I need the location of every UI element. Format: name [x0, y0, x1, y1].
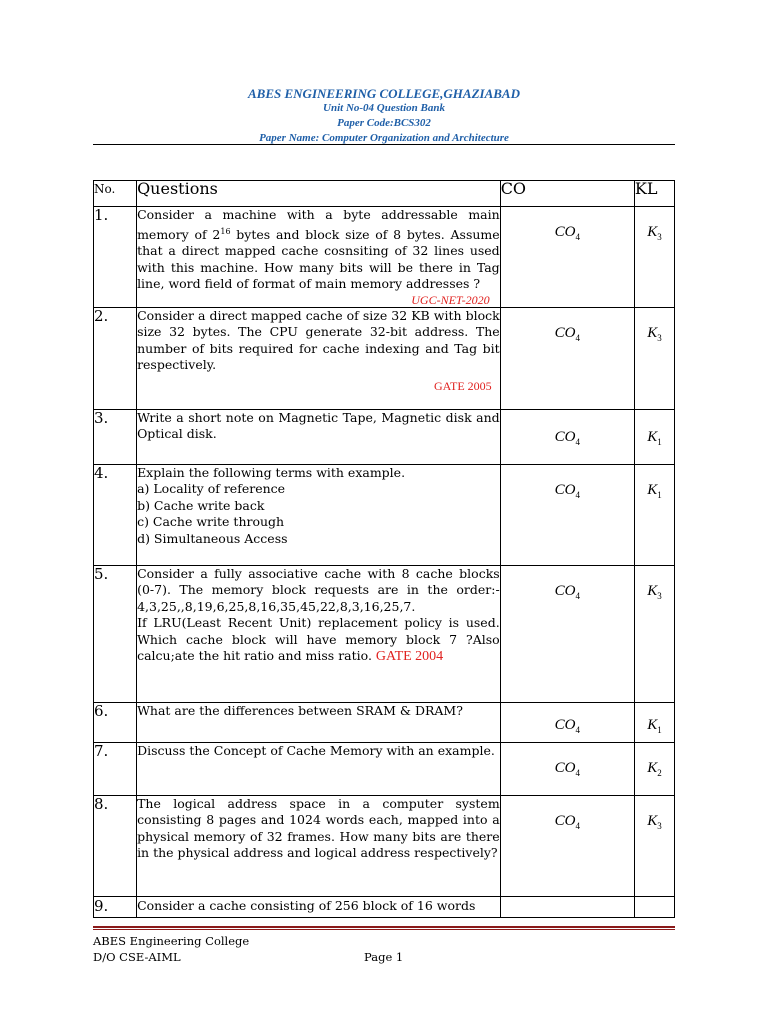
kl-cell: $K_2$: [634, 742, 674, 795]
table-row: [94, 307, 675, 409]
question-number: 4.: [94, 464, 137, 565]
co-cell: $CO_4$: [500, 207, 634, 308]
header-kl: KL: [634, 181, 674, 207]
question-bank-table: [93, 180, 675, 918]
table-row: [94, 409, 675, 464]
question-text: Explain the following terms with example. a) Locality of reference b) Cache write back c) Cache write through d) Simultaneous Access: [137, 464, 501, 565]
college-name: ABES ENGINEERING COLLEGE,GHAZIABAD: [248, 86, 520, 101]
table-header-row: [94, 181, 675, 207]
paper-name: Paper Name: Computer Organization and Architecture: [259, 132, 509, 144]
header-divider: [93, 144, 675, 145]
list-item: b) Cache write back: [137, 497, 265, 513]
question-source: GATE 2005: [434, 378, 492, 393]
question-text: Discuss the Concept of Cache Memory with an example.: [137, 742, 501, 795]
question-text: Write a short note on Magnetic Tape, Magnetic disk and Optical disk.: [137, 409, 501, 464]
table-row: [94, 464, 675, 565]
question-number: 5.: [94, 565, 137, 702]
kl-cell: $K_1$: [634, 702, 674, 742]
unit-title: Unit No-04 Question Bank: [323, 102, 445, 114]
footer-divider-thin: [93, 929, 675, 930]
kl-cell: $K_1$: [634, 464, 674, 565]
question-number: 1.: [94, 207, 137, 308]
co-cell: $CO_4$: [500, 742, 634, 795]
table-row: [94, 702, 675, 742]
question-text: What are the differences between SRAM & DRAM?: [137, 702, 501, 742]
question-source: UGC-NET-2020: [411, 292, 490, 307]
header-questions: Questions: [137, 181, 501, 207]
kl-cell: $K_1$: [634, 409, 674, 464]
question-number: 9.: [94, 896, 137, 917]
footer-college: ABES Engineering College: [93, 934, 250, 948]
page-number: Page 1: [364, 950, 404, 964]
question-number: 6.: [94, 702, 137, 742]
table-row: [94, 207, 675, 308]
question-number: 7.: [94, 742, 137, 795]
header-co: CO: [500, 181, 634, 207]
kl-cell: $K_3$: [634, 307, 674, 409]
paper-code: Paper Code:BCS302: [337, 117, 431, 129]
table-row: [94, 742, 675, 795]
question-source: GATE 2004: [375, 649, 444, 665]
co-cell: $CO_4$: [500, 307, 634, 409]
question-text: Consider a machine with a byte addressable main memory of $2^{16}$ bytes and block size of 8 bytes. Assume that a direct mapped cache cosnsiting of 32 lines used with this machine. How many bits will be there in Tag line, word field of format of main memory addresses ? UGC-NET-2020: [137, 207, 500, 307]
co-cell: $CO_4$: [500, 409, 634, 464]
question-text: Consider a fully associative cache with 8 cache blocks (0-7). The memory block requests are in the order:- 4,3,25,,8,19,6,25,8,16,35,45,22,8,3,16,25,7. If LRU(Least Recent Unit) replacement policy is used. Which cache block will have memory block 7 ?Also calcu;ate the hit ratio and miss ratio. GATE 2004: [137, 565, 501, 702]
question-number: 3.: [94, 409, 137, 464]
list-item: c) Cache write through: [137, 514, 285, 530]
co-cell: $CO_4$: [500, 464, 634, 565]
header-no: No.: [94, 181, 137, 207]
co-cell: $CO_4$: [500, 702, 634, 742]
list-item: a) Locality of reference: [137, 481, 286, 497]
question-text: The logical address space in a computer system consisting 8 pages and 1024 words each, mapped into a physical memory of 32 frames. How many bits are there in the physical address and logical address respectively?: [137, 795, 501, 896]
page-footer: [93, 933, 675, 965]
question-text: Consider a direct mapped cache of size 32 KB with block size 32 bytes. The CPU generate 32-bit address. The number of bits required for cache indexing and Tag bit respectively. GATE 2005: [137, 307, 501, 409]
table-row: [94, 795, 675, 896]
kl-cell: $K_3$: [634, 795, 674, 896]
table-row: [94, 896, 675, 917]
list-item: d) Simultaneous Access: [137, 530, 288, 546]
footer-divider: [93, 926, 675, 928]
co-cell: $CO_4$: [500, 795, 634, 896]
co-cell: $CO_4$: [500, 565, 634, 702]
question-text: Consider a cache consisting of 256 block of 16 words: [137, 896, 501, 917]
kl-cell: $K_3$: [634, 565, 674, 702]
kl-cell: $K_3$: [634, 207, 674, 308]
document-header: [93, 86, 675, 146]
kl-cell: [634, 896, 674, 917]
table-row: [94, 565, 675, 702]
co-cell: [500, 896, 634, 917]
question-number: 8.: [94, 795, 137, 896]
question-number: 2.: [94, 307, 137, 409]
footer-dept: D/O CSE-AIML: [93, 950, 181, 964]
